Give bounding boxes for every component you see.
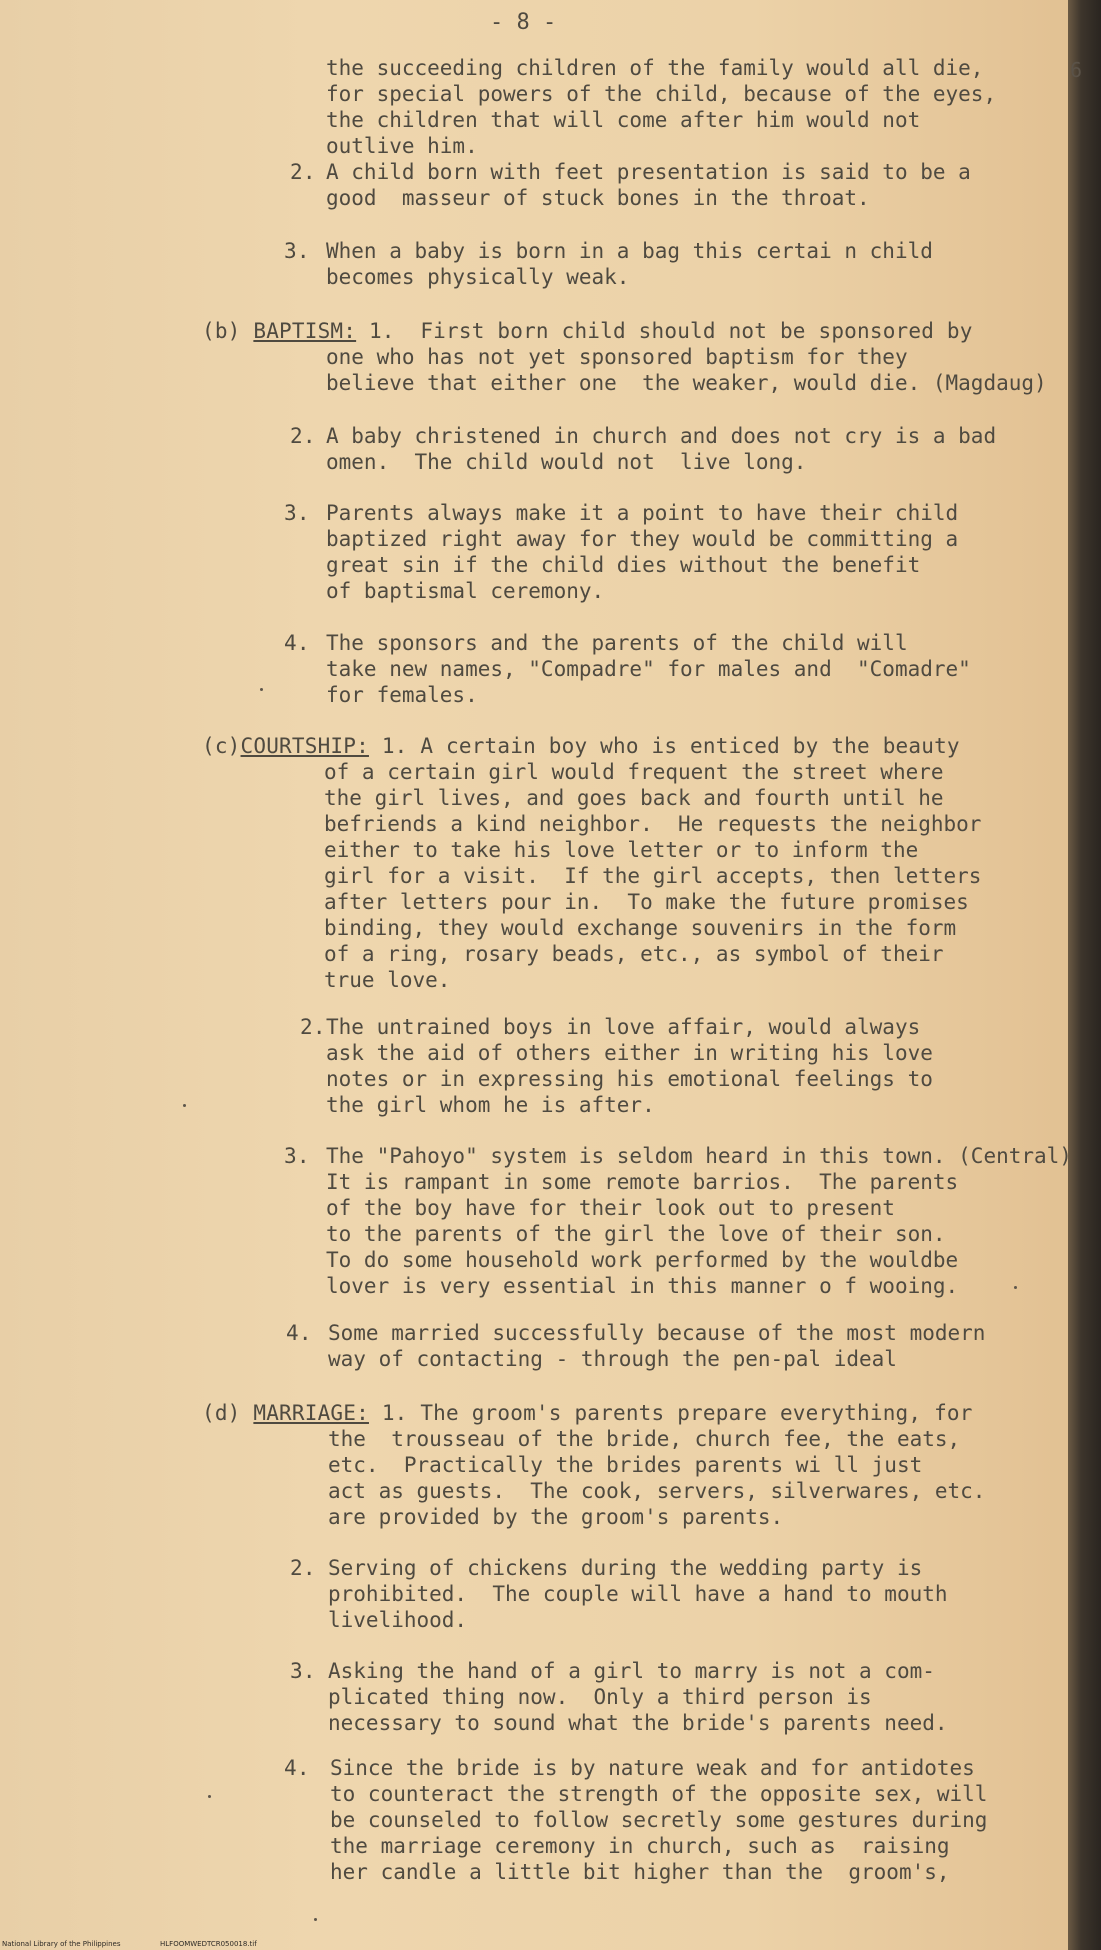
text-line: notes or in expressing his emotional feelings to [326,1067,933,1091]
text-line: one who has not yet sponsored baptism for they [326,345,908,369]
text-line: for females. [326,683,478,707]
list-item-c3 [326,1143,1072,1299]
text-line: to counteract the strength of the opposite sex, will [330,1782,988,1806]
text-line: The untrained boys in love affair, would always [326,1015,921,1039]
text-line: When a baby is born in a bag this certai n child [326,239,933,263]
ink-speck [183,1104,186,1107]
section-c-item-1 [324,759,981,993]
text-line: To do some household work performed by the wouldbe [326,1248,959,1272]
text-line: baptized right away for they would be committing a [326,527,959,551]
text-line: believe that either one the weaker, would die. (Magdaug) [326,371,1047,395]
text-line: It is rampant in some remote barrios. The parents [326,1170,959,1194]
text-line: be counseled to follow secretly some gestures during [330,1808,988,1832]
text-line: Asking the hand of a girl to marry is not a com- [328,1659,935,1683]
text-line: Serving of chickens during the wedding party is [328,1556,923,1580]
text-line: of baptismal ceremony. [326,579,605,603]
text-line: etc. Practically the brides parents wi ll just [328,1453,923,1477]
text-line: livelihood. [328,1608,468,1632]
list-item-b4 [326,630,971,708]
page-number: - 8 - [490,10,557,35]
list-item-b3 [326,500,958,604]
text-line: the trousseau of the bride, church fee, the eats, [328,1427,961,1451]
list-item-d2 [328,1555,948,1633]
text-line: the girl whom he is after. [326,1093,655,1117]
text-line: act as guests. The cook, servers, silverwares, etc. [328,1479,986,1503]
list-item-a3 [326,238,933,290]
text-line: the children that will come after him would not [326,108,921,132]
section-b-heading [202,318,973,344]
text-line: lover is very essential in this manner o f wooing. [326,1274,959,1298]
list-item-d4 [330,1755,987,1885]
text-line: A baby christened in church and does not cry is a bad [326,424,997,448]
item-number: 3. [290,1659,316,1683]
text-line: binding, they would exchange souvenirs in the form [324,916,957,940]
text-line: A child born with feet presentation is said to be a [326,160,971,184]
scan-page-edge [1068,0,1101,1950]
text-line: for special powers of the child, because of the eyes, [326,82,997,106]
section-b-item-1 [326,344,1047,396]
item-number: 2. [290,160,316,184]
text-line: are provided by the groom's parents. [328,1505,784,1529]
scan-footer [0,1938,1068,1950]
text-line: ask the aid of others either in writing his love [326,1041,933,1065]
text-line: 1. First born child should not be sponsored by [368,319,973,343]
text-line: necessary to sound what the bride's parents need. [328,1711,948,1735]
item-number: 2. [300,1015,326,1039]
ink-speck [260,688,263,691]
margin-mark: 6 [1070,58,1083,82]
section-letter: (c) [202,734,241,758]
list-item-b2 [326,423,996,475]
list-item-c4 [328,1320,985,1372]
text-line: way of contacting - through the pen-pal ideal [328,1347,897,1371]
text-line: good masseur of stuck bones in the throat. [326,186,870,210]
text-line: prohibited. The couple will have a hand to mouth [328,1582,948,1606]
text-line: take new names, "Compadre" for males and "Comadre" [326,657,971,681]
item-number: 4. [286,1321,312,1345]
text-line: Some married successfully because of the most modern [328,1321,986,1345]
text-line: Parents always make it a point to have their child [326,501,959,525]
item-number: 4. [284,1756,310,1780]
text-line: of a ring, rosary beads, etc., as symbol of their [324,942,944,966]
section-c-heading [202,733,960,759]
section-letter: (b) [202,319,241,343]
text-line: her candle a little bit higher than the groom's, [330,1860,950,1884]
list-item-a2 [326,159,971,211]
item-number: 3. [284,501,310,525]
footer-library: National Library of the Philippines [2,1940,121,1948]
text-line: plicated thing now. Only a third person is [328,1685,872,1709]
ink-speck [208,1795,211,1798]
text-line: the girl lives, and goes back and fourth until he [324,786,944,810]
text-line: The sponsors and the parents of the child will [326,631,908,655]
text-line: omen. The child would not live long. [326,450,807,474]
text-line: after letters pour in. To make the future promises [324,890,969,914]
text-line: great sin if the child dies without the benefit [326,553,921,577]
text-line: befriends a kind neighbor. He requests the neighbor [324,812,982,836]
text-line: outlive him. [326,134,478,158]
ink-speck [1014,1286,1017,1289]
section-title: COURTSHIP: [240,734,369,758]
text-line: either to take his love letter or to inform the [324,838,919,862]
text-line: of the boy have for their look out to present [326,1196,895,1220]
item-number: 4. [284,631,310,655]
text-line: the marriage ceremony in church, such as raising [330,1834,950,1858]
text-line: to the parents of the girl the love of their son. [326,1222,946,1246]
item-number: 3. [284,1144,310,1168]
text-line: The "Pahoyo" system is seldom heard in this town. (Central) [326,1144,1072,1168]
section-letter: (d) [202,1401,241,1425]
section-title: BAPTISM: [253,319,357,343]
text-line: becomes physically weak. [326,265,630,289]
text-line: of a certain girl would frequent the street where [324,760,944,784]
section-title: MARRIAGE: [253,1401,369,1425]
list-item-d3 [328,1658,948,1736]
text-line: girl for a visit. If the girl accepts, then letters [324,864,982,888]
footer-filename: HLFOOMWEDTCR050018.tif [160,1940,257,1948]
section-d-heading [202,1400,973,1426]
text-line: Since the bride is by nature weak and for antidotes [330,1756,975,1780]
paragraph-a-continuation [326,55,996,159]
text-line: true love. [324,968,451,992]
item-number: 2. [290,1556,316,1580]
section-d-item-1 [328,1426,985,1530]
text-line: 1. The groom's parents prepare everything, for [381,1401,973,1425]
item-number: 2. [290,424,316,448]
item-number: 3. [284,239,310,263]
text-line: 1. A certain boy who is enticed by the beauty [381,734,960,758]
text-line: the succeeding children of the family would all die, [326,56,984,80]
list-item-c2 [326,1014,933,1118]
ink-speck [314,1918,317,1921]
